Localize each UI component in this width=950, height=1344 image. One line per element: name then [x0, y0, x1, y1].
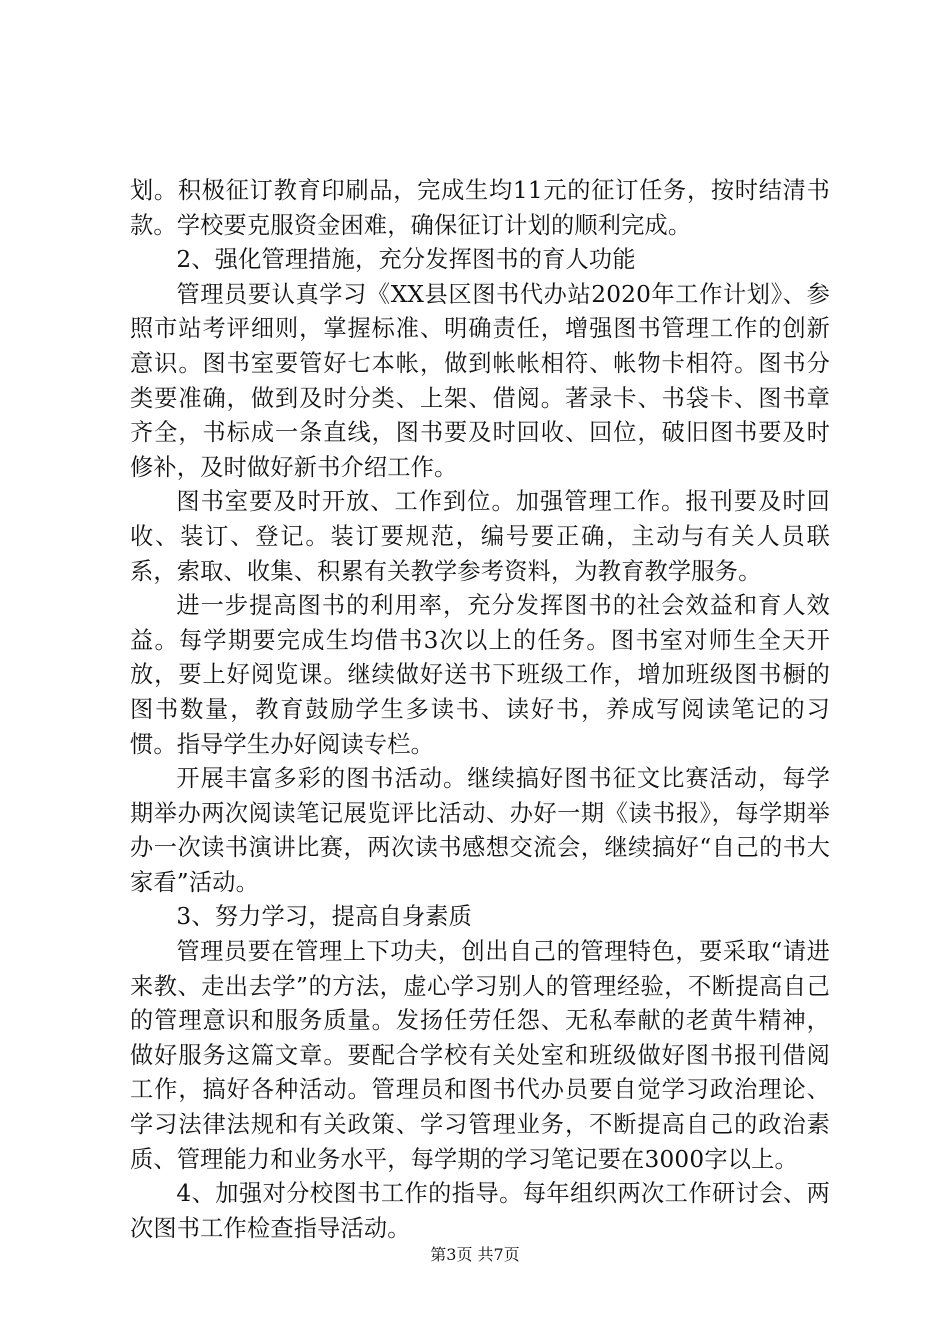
paragraph-activities: 开展丰富多彩的图书活动。继续搞好图书征文比赛活动，每学期举办两次阅读笔记展览评比活动、办好一期《读书报》，每学期举办一次读书演讲比赛，两次读书感想交流会，继续搞好“自己的书大家看”活动。 — [130, 765, 830, 896]
section-heading-4: 4、加强对分校图书工作的指导。每年组织两次工作研讨会、两次图书工作检查指导活动。 — [130, 1180, 830, 1242]
paragraph-library-open: 图书室要及时开放、工作到位。加强管理工作。报刊要及时回收、装订、登记。装订要规范，编号要正确，主动与有关人员联系，索取、收集、积累有关教学参考资料，为教育教学服务。 — [130, 488, 830, 585]
section-heading-2: 2、强化管理措施，充分发挥图书的育人功能 — [176, 246, 636, 274]
page-footer: 第3页 共7页 — [430, 1245, 520, 1264]
document-body — [130, 174, 830, 1246]
paragraph-continuation: 划。积极征订教育印刷品，完成生均11元的征订任务，按时结清书款。学校要克服资金困难，确保征订计划的顺利完成。 — [130, 177, 830, 239]
paragraph-utilization: 进一步提高图书的利用率，充分发挥图书的社会效益和育人效益。每学期要完成生均借书3次以上的任务。图书室对师生全天开放，要上好阅览课。继续做好送书下班级工作，增加班级图书橱的图书数量，教育鼓励学生多读书、读好书，养成写阅读笔记的习惯。指导学生办好阅读专栏。 — [130, 592, 830, 758]
paragraph-self-improvement: 管理员要在管理上下功夫，创出自己的管理特色，要采取“请进来教、走出去学”的方法，虚心学习别人的管理经验，不断提高自己的管理意识和服务质量。发扬任劳任怨、无私奉献的老黄牛精神，做好服务这篇文章。要配合学校有关处室和班级做好图书报刊借阅工作，搞好各种活动。管理员和图书代办员要自觉学习政治理论、学习法律法规和有关政策、学习管理业务，不断提高自己的政治素质、管理能力和业务水平，每学期的学习笔记要在3000字以上。 — [130, 938, 830, 1173]
paragraph-management-study: 管理员要认真学习《XX县区图书代办站2020年工作计划》、参照市站考评细则，掌握标准、明确责任，增强图书管理工作的创新意识。图书室要管好七本帐，做到帐帐相符、帐物卡相符。图书分类要准确，做到及时分类、上架、借阅。著录卡、书袋卡、图书章齐全，书标成一条直线，图书要及时回收、回位，破旧图书要及时修补，及时做好新书介绍工作。 — [130, 280, 830, 481]
section-heading-3: 3、努力学习，提高自身素质 — [176, 903, 472, 931]
